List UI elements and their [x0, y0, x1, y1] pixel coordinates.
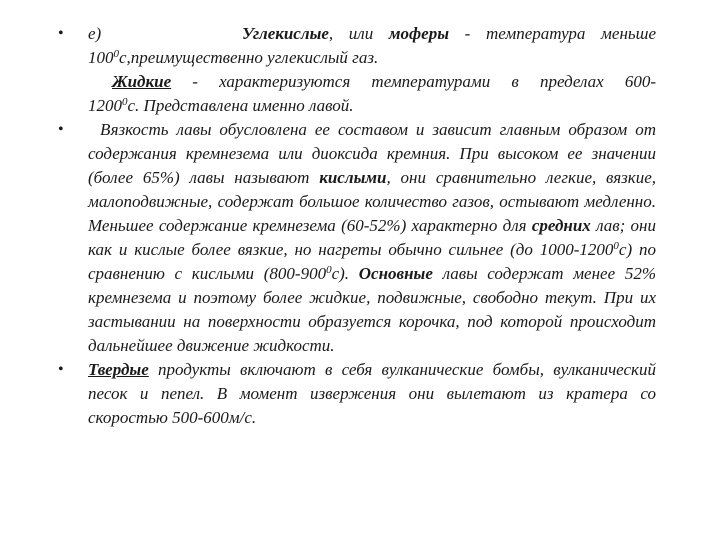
liquid-text: - характеризуются температурами в пределах 600- [171, 72, 656, 91]
gases-rest-text: - температура меньше [449, 24, 656, 43]
temp-value-1200: 1200 [88, 96, 122, 115]
degree-sup: 0 [122, 96, 128, 108]
item-prefix: е) [88, 24, 102, 43]
term-carbonic: Углекислые [241, 24, 329, 43]
list-item-gases [56, 22, 656, 118]
term-intermediate: средних [531, 216, 591, 235]
solid-paragraph [88, 358, 656, 430]
solid-text: продукты включают в себя вулканические бомбы, вулканический песок и пепел. В момент извержения они вылетают из кратера со скоростью 500-600м/с. [88, 360, 656, 427]
bullet-marker: • [58, 121, 64, 138]
bullet-marker: • [58, 361, 64, 378]
term-liquid: Жидкие [112, 72, 172, 91]
liquid-line-2 [88, 94, 656, 118]
liquid-line-2-text: с. Представлена именно лавой. [127, 96, 354, 115]
liquid-line-1 [88, 70, 656, 94]
viscosity-text-d: с) по сравнению с кислыми (800-900 [88, 240, 656, 283]
term-mofety: мoферы [388, 24, 450, 43]
gases-line-2-text: с,преимущественно углекислый газ. [119, 48, 379, 67]
viscosity-text-a: Вязкость лавы обусловлена ее составом и зависит главным образом от содержания кремнезема или диоксида кремния. При высоком ее значении (более 65%) лавы называют [88, 120, 656, 187]
viscosity-paragraph [88, 118, 656, 358]
list-item-solid [56, 358, 656, 430]
term-solid: Твердые [88, 360, 149, 379]
bullet-list [56, 22, 656, 430]
gases-line-1 [88, 22, 656, 46]
bullet-marker: • [58, 25, 64, 42]
list-item-viscosity [56, 118, 656, 358]
viscosity-text-b: , они сравнительно легкие, вязкие, малоподвижные, содержат большое количество газов, остывают медленно. Меньшее содержание кремнезема (60-52%) характерно для [88, 168, 656, 235]
degree-sup: 0 [113, 48, 119, 60]
temp-value-100: 100 [88, 48, 114, 67]
term-acidic: кислыми [319, 168, 387, 187]
gases-line-2 [88, 46, 656, 70]
degree-sup: 0 [613, 240, 619, 252]
viscosity-text-f: лавы содержат менее 52% кремнезема и поэтому более жидкие, подвижные, свободно текут. При их застывании на поверхности образуется корочка, под которой происходит дальнейшее движение жидкости. [88, 264, 656, 355]
gases-mid-text: , или [328, 24, 389, 43]
term-basic: Основные [358, 264, 433, 283]
viscosity-text-e: с). [331, 264, 359, 283]
viscosity-text-c: лав; они как и кислые более вязкие, но нагреты обычно сильнее (до 1000-1200 [88, 216, 656, 259]
degree-sup: 0 [326, 264, 332, 276]
